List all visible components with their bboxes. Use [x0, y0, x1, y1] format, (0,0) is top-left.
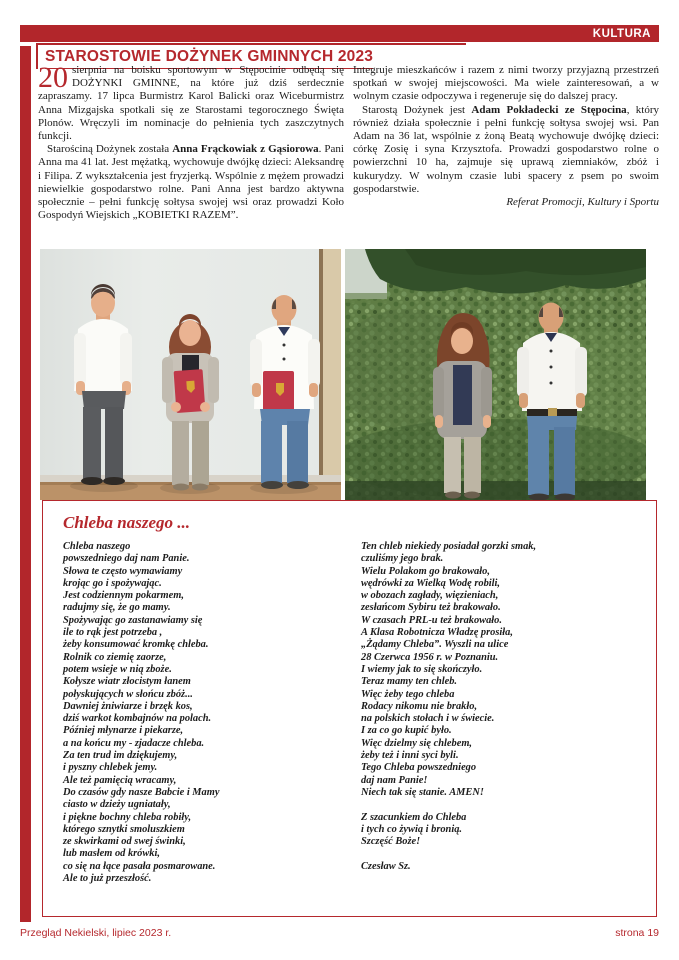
paragraph-text: Starostą Dożynek jest	[362, 103, 472, 116]
poem-line: ciasto w dzieży ugniatały,	[63, 799, 171, 811]
footer-journal-name: Przegląd Nekielski, lipiec 2023 r.	[20, 927, 172, 939]
poem-columns	[63, 541, 646, 885]
paragraph-text: sierpnia na boisku sportowym w Stępocinie odbędą się DOŻYNKI GMINNE, na które już dziś serdecznie zapraszamy. 17 lipca Burmistrz Karol Balicki oraz Wiceburmistrz Anna Mizgajska spotkali się ze Starostami tegorocznego Święta Plonów. Wręczyli im nominacje do pełnienia tych zaszczytnych funkcji.	[38, 64, 344, 143]
article-body	[38, 61, 659, 222]
paragraph-text: Starościną Dożynek została	[47, 143, 173, 156]
dropcap: 20	[38, 61, 68, 94]
photo-illustration	[345, 249, 646, 500]
poem-line: I wiemy jak to się skończyło.	[361, 663, 483, 675]
article-paragraph	[38, 143, 344, 222]
poem-line: żeby też i inni syci byli.	[361, 750, 459, 762]
poem-line: Więc dzielmy się chlebem,	[361, 737, 472, 749]
poem-line: Ten chleb niekiedy posiadał gorzki smak,	[361, 541, 537, 552]
article-paragraph	[38, 61, 344, 143]
paragraph-text: , który również działa społecznie i pełni funkcję sołtysa swojej wsi. Pan Adam na 36 lat, wspólnie z żoną Beatą wychowuje dwójkę dzieci: córkę Zosię i syna Krzysztofa. Prowadzi gospodarstwo rolne o powierzchni 10 ha, zajmuje się uprawą ziemniaków, zbóż i kukurydzy. W wolnym czasie lubi spacery z psem po swoim gospodarstwie.	[353, 103, 659, 195]
poem-line: I za co go kupić było.	[361, 725, 452, 737]
poem-line: Chleba naszego	[63, 541, 131, 552]
poem-line: żeby konsumować kromkę chleba.	[63, 639, 209, 651]
poem-line: Ale to już przeszłość.	[63, 873, 152, 885]
poem-line: Szczęść Boże!	[361, 836, 421, 848]
poem-line: Teraz mamy ten chleb.	[361, 676, 458, 688]
poem-line: na polskich stołach i w świecie.	[361, 713, 495, 725]
poem-line: zesłańcom Sybiru też brakowało.	[361, 602, 501, 614]
poem-line	[361, 848, 646, 860]
poem-box	[42, 500, 657, 917]
article-column-right	[353, 64, 659, 222]
poem-line: ile to rąk jest potrzeba ,	[63, 627, 163, 639]
poem-line: a na końcu my - zjadacze chleba.	[63, 737, 205, 749]
poem-line: połyskujących w słońcu zbóż...	[63, 688, 193, 700]
poem-line: Za ten trud im dziękujemy,	[63, 750, 178, 762]
poem-line: W czasach PRL-u też brakowało.	[361, 614, 502, 626]
category-banner	[20, 25, 659, 42]
poem-line: Jest codziennym pokarmem,	[63, 590, 184, 602]
poem-line	[361, 799, 646, 811]
poem-line: Kołysze wiatr złocistym łanem	[63, 676, 191, 688]
left-accent-bar	[20, 46, 31, 922]
poem-line: A Klasa Robotnicza Władzę prosiła,	[361, 627, 513, 639]
poem-line: czuliśmy jego brak.	[361, 553, 444, 565]
article-paragraph	[353, 104, 659, 196]
photo-couple-hedge	[345, 249, 646, 500]
poem-line: i tych co żywią i bronią.	[361, 823, 463, 835]
poem-line: w obozach zagłady, więzieniach,	[361, 590, 499, 602]
poem-line: Dawniej żniwiarze i brzęk kos,	[63, 700, 193, 712]
poem-column-left	[63, 541, 361, 885]
poem-line: i piękne bochny chleba robiły,	[63, 811, 192, 823]
poem-line: radujmy się, że go mamy.	[63, 602, 171, 614]
article-column-left	[38, 61, 344, 222]
article-title: STAROSTOWIE DOŻYNEK GMINNYCH 2023	[45, 48, 373, 69]
poem-line: Spożywając go zastanawiamy się	[63, 614, 203, 626]
photo-illustration	[40, 249, 341, 500]
poem-line: Do czasów gdy nasze Babcie i Mamy	[63, 786, 220, 798]
poem-line: Tego Chleba powszedniego	[361, 762, 477, 774]
poem-line: „Żądamy Chleba”. Wyszli na ulice	[361, 639, 509, 651]
poem-line: potem wsieje w nią zboże.	[63, 663, 172, 675]
paragraph-text: . Pani Anna ma 41 lat. Jest mężatką, wychowuje dwójkę dzieci: Aleksandrę i Filipa. Z wykształcenia jest fryzjerką. Wspólnie z mężem prowadzi niewielkie gospodarstwo rolne. Pani Anna jest bardzo aktywna społecznie – pełni funkcję sołtysa swojej wsi oraz prowadzi Koło Gospodyń Wiejskich „KOBIETKI RAZEM”.	[38, 143, 344, 222]
poem-line: powszedniego daj nam Panie.	[63, 553, 190, 565]
poem-line: lub masłem od krówki,	[63, 848, 160, 860]
poem-line: wędrówki za Wielką Wodę robili,	[361, 577, 501, 589]
article-byline: Referat Promocji, Kultury i Sportu	[506, 196, 659, 209]
poem-line: co się na łące pasała posmarowane.	[63, 860, 216, 872]
poem-line: Z szacunkiem do Chleba	[361, 811, 467, 823]
poem-line: Wielu Polakom go brakowało,	[361, 565, 490, 577]
poem-column-right	[361, 541, 646, 885]
poem-line: i pyszny chlebek jemy.	[63, 762, 158, 774]
paragraph-text: Integruje mieszkańców i razem z nimi tworzy przyjazną przestrzeń spotkań w swojej miejscowości. Ma wiele zainteresowań, a w wolnym czasie odpoczywa i regeneruje się do dalszej pracy.	[353, 64, 659, 103]
article-paragraph	[353, 64, 659, 104]
poem-line: daj nam Panie!	[361, 774, 428, 786]
poem-line: Ale też pamięcią wracamy,	[63, 774, 177, 786]
poem-line: Później młynarze i piekarze,	[63, 725, 184, 737]
poem-line: Rodacy nikomu nie brakło,	[361, 700, 478, 712]
poem-line: Więc żeby tego chleba	[361, 688, 455, 700]
poem-line: Niech tak się stanie. AMEN!	[361, 786, 484, 798]
category-label: KULTURA	[592, 27, 651, 40]
starosta-name-bold: Anna Frąckowiak z Gąsiorowa	[172, 143, 319, 156]
poem-line: krojąc go i spożywając.	[63, 577, 162, 589]
poem-line: ze skwirkami od swej świnki,	[63, 836, 186, 848]
poem-line: dziś warkot kombajnów na polach.	[63, 713, 212, 725]
poem-line: Czesław Sz.	[361, 860, 411, 872]
poem-line: Słowa te często wymawiamy	[63, 565, 183, 577]
footer-page-number: strona 19	[615, 927, 659, 939]
poem-line: którego sznytki smoluszkiem	[63, 823, 185, 835]
photo-nomination-ceremony	[40, 249, 341, 500]
poem-line: Rolnik co ziemię zaorze,	[63, 651, 167, 663]
starosta-name-bold: Adam Pokładecki ze Stępocina	[471, 103, 627, 116]
poem-heading: Chleba naszego ...	[63, 513, 191, 532]
poem-line: 28 Czerwca 1956 r. w Poznaniu.	[361, 651, 499, 663]
